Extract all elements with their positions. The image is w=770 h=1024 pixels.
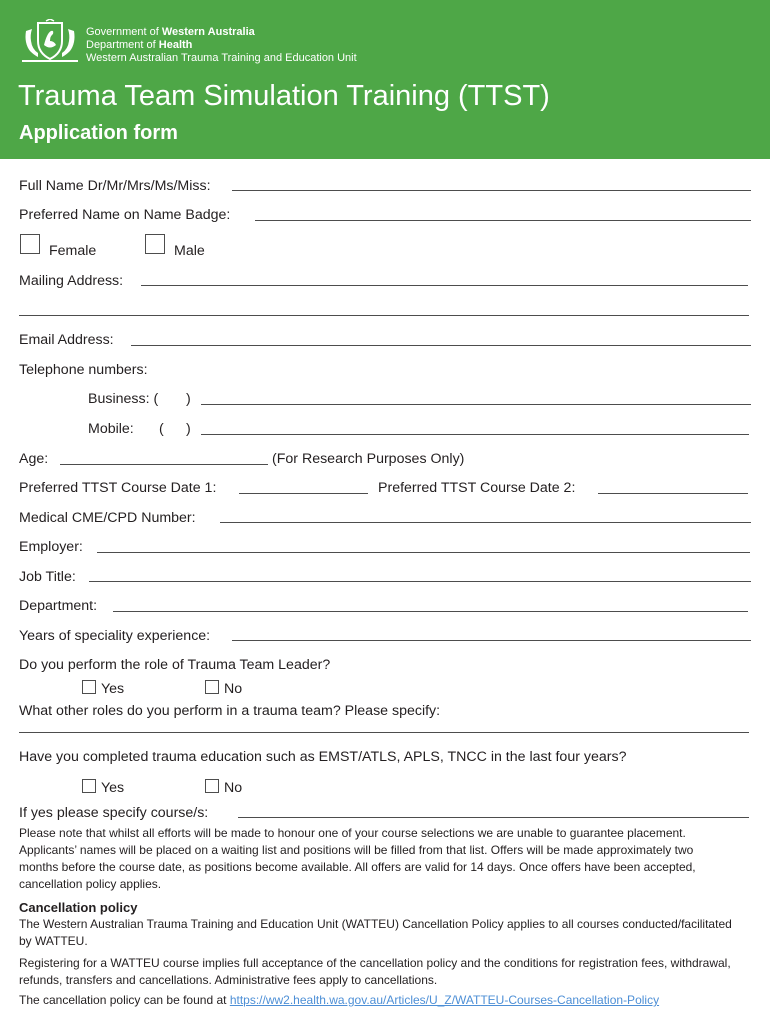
team-leader-yes-checkbox[interactable] bbox=[82, 680, 96, 694]
cancellation-line: The Western Australian Trauma Training and Education Unit (WATTEU) Cancellation Policy applies to all courses conducted/facilitated bbox=[19, 917, 732, 931]
years-experience-field[interactable] bbox=[232, 640, 751, 641]
policy-link-prefix: The cancellation policy can be found at bbox=[19, 993, 230, 1007]
full-name-field[interactable] bbox=[232, 190, 751, 191]
preferred-name-label: Preferred Name on Name Badge: bbox=[19, 207, 231, 223]
mailing-address-label: Mailing Address: bbox=[19, 273, 124, 289]
telephone-label: Telephone numbers: bbox=[19, 362, 148, 378]
policy-link[interactable]: https://ww2.health.wa.gov.au/Articles/U_Z/WATTEU-Courses-Cancellation-Policy bbox=[229, 993, 660, 1007]
department-field[interactable] bbox=[113, 611, 748, 612]
cancellation-line: Registering for a WATTEU course implies full acceptance of the cancellation policy and the conditions for registration fees, withdrawal, bbox=[19, 956, 731, 970]
cancellation-paragraph-2 bbox=[19, 955, 731, 989]
education-no-label: No bbox=[224, 780, 243, 796]
preferred-name-field[interactable] bbox=[255, 220, 751, 221]
age-label: Age: bbox=[19, 451, 49, 467]
medical-cme-label: Medical CME/CPD Number: bbox=[19, 510, 196, 526]
specify-course-label: If yes please specify course/s: bbox=[19, 805, 209, 821]
mobile-paren-open: ( bbox=[159, 421, 164, 437]
mailing-address-field-2[interactable] bbox=[19, 315, 749, 316]
education-yes-label: Yes bbox=[101, 780, 125, 796]
email-field[interactable] bbox=[131, 345, 751, 346]
education-question: Have you completed trauma education such as EMST/ATLS, APLS, TNCC in the last four years? bbox=[19, 749, 627, 765]
cancellation-line: refunds, transfers and cancellations. Administrative fees apply to cancellations. bbox=[19, 973, 438, 987]
team-leader-yes-label: Yes bbox=[101, 681, 125, 697]
department-label: Department: bbox=[19, 598, 98, 614]
years-experience-label: Years of speciality experience: bbox=[19, 628, 211, 644]
team-leader-no-checkbox[interactable] bbox=[205, 680, 219, 694]
placement-note-line: Please note that whilst all efforts will be made to honour one of your course selections we are unable to guarantee placement. bbox=[19, 826, 686, 840]
page-header bbox=[0, 0, 770, 159]
business-phone-field[interactable] bbox=[201, 404, 751, 405]
placement-note-line: cancellation policy applies. bbox=[19, 877, 162, 891]
male-label: Male bbox=[174, 243, 205, 259]
wa-crest-logo bbox=[20, 19, 80, 65]
placement-note-line: months before the course date, as positions become available. All offers are valid for 14 days. Once offers have been accepted, bbox=[19, 860, 696, 874]
female-label: Female bbox=[49, 243, 97, 259]
mobile-paren-close: ) bbox=[186, 421, 191, 437]
team-leader-question: Do you perform the role of Trauma Team Leader? bbox=[19, 657, 331, 673]
cancellation-paragraph-1 bbox=[19, 916, 732, 950]
medical-cme-field[interactable] bbox=[220, 522, 751, 523]
cancellation-heading: Cancellation policy bbox=[19, 900, 138, 915]
cancellation-line: by WATTEU. bbox=[19, 934, 88, 948]
course-date-1-label: Preferred TTST Course Date 1: bbox=[19, 480, 217, 496]
other-roles-question: What other roles do you perform in a trauma team? Please specify: bbox=[19, 703, 441, 719]
mailing-address-field-1[interactable] bbox=[141, 285, 748, 286]
business-paren-close: ) bbox=[186, 391, 191, 407]
mobile-phone-field[interactable] bbox=[201, 434, 749, 435]
job-title-label: Job Title: bbox=[19, 569, 76, 585]
other-roles-field[interactable] bbox=[19, 732, 749, 733]
course-date-2-label: Preferred TTST Course Date 2: bbox=[378, 480, 576, 496]
employer-field[interactable] bbox=[97, 552, 750, 553]
age-note: (For Research Purposes Only) bbox=[272, 451, 465, 467]
government-heading: Government of Western Australia Department of Health Western Australian Trauma Training and Education Unit bbox=[86, 26, 357, 64]
full-name-label: Full Name Dr/Mr/Mrs/Ms/Miss: bbox=[19, 178, 211, 194]
placement-note-line: Applicants’ names will be placed on a waiting list and positions will be filled from that list. Offers will be made approximately two bbox=[19, 843, 694, 857]
page-subtitle: Application form bbox=[19, 122, 178, 144]
male-checkbox[interactable] bbox=[145, 234, 165, 254]
business-label: Business: ( bbox=[88, 391, 159, 407]
page-title: Trauma Team Simulation Training (TTST) bbox=[18, 80, 550, 112]
employer-label: Employer: bbox=[19, 539, 83, 555]
specify-course-field[interactable] bbox=[238, 817, 749, 818]
team-leader-no-label: No bbox=[224, 681, 243, 697]
job-title-field[interactable] bbox=[89, 581, 751, 582]
email-label: Email Address: bbox=[19, 332, 114, 348]
female-checkbox[interactable] bbox=[20, 234, 40, 254]
education-no-checkbox[interactable] bbox=[205, 779, 219, 793]
mobile-label: Mobile: bbox=[88, 421, 134, 437]
education-yes-checkbox[interactable] bbox=[82, 779, 96, 793]
age-field[interactable] bbox=[60, 464, 268, 465]
course-date-1-field[interactable] bbox=[239, 493, 368, 494]
policy-link-line bbox=[19, 992, 659, 1009]
course-date-2-field[interactable] bbox=[598, 493, 748, 494]
placement-note bbox=[19, 825, 696, 893]
